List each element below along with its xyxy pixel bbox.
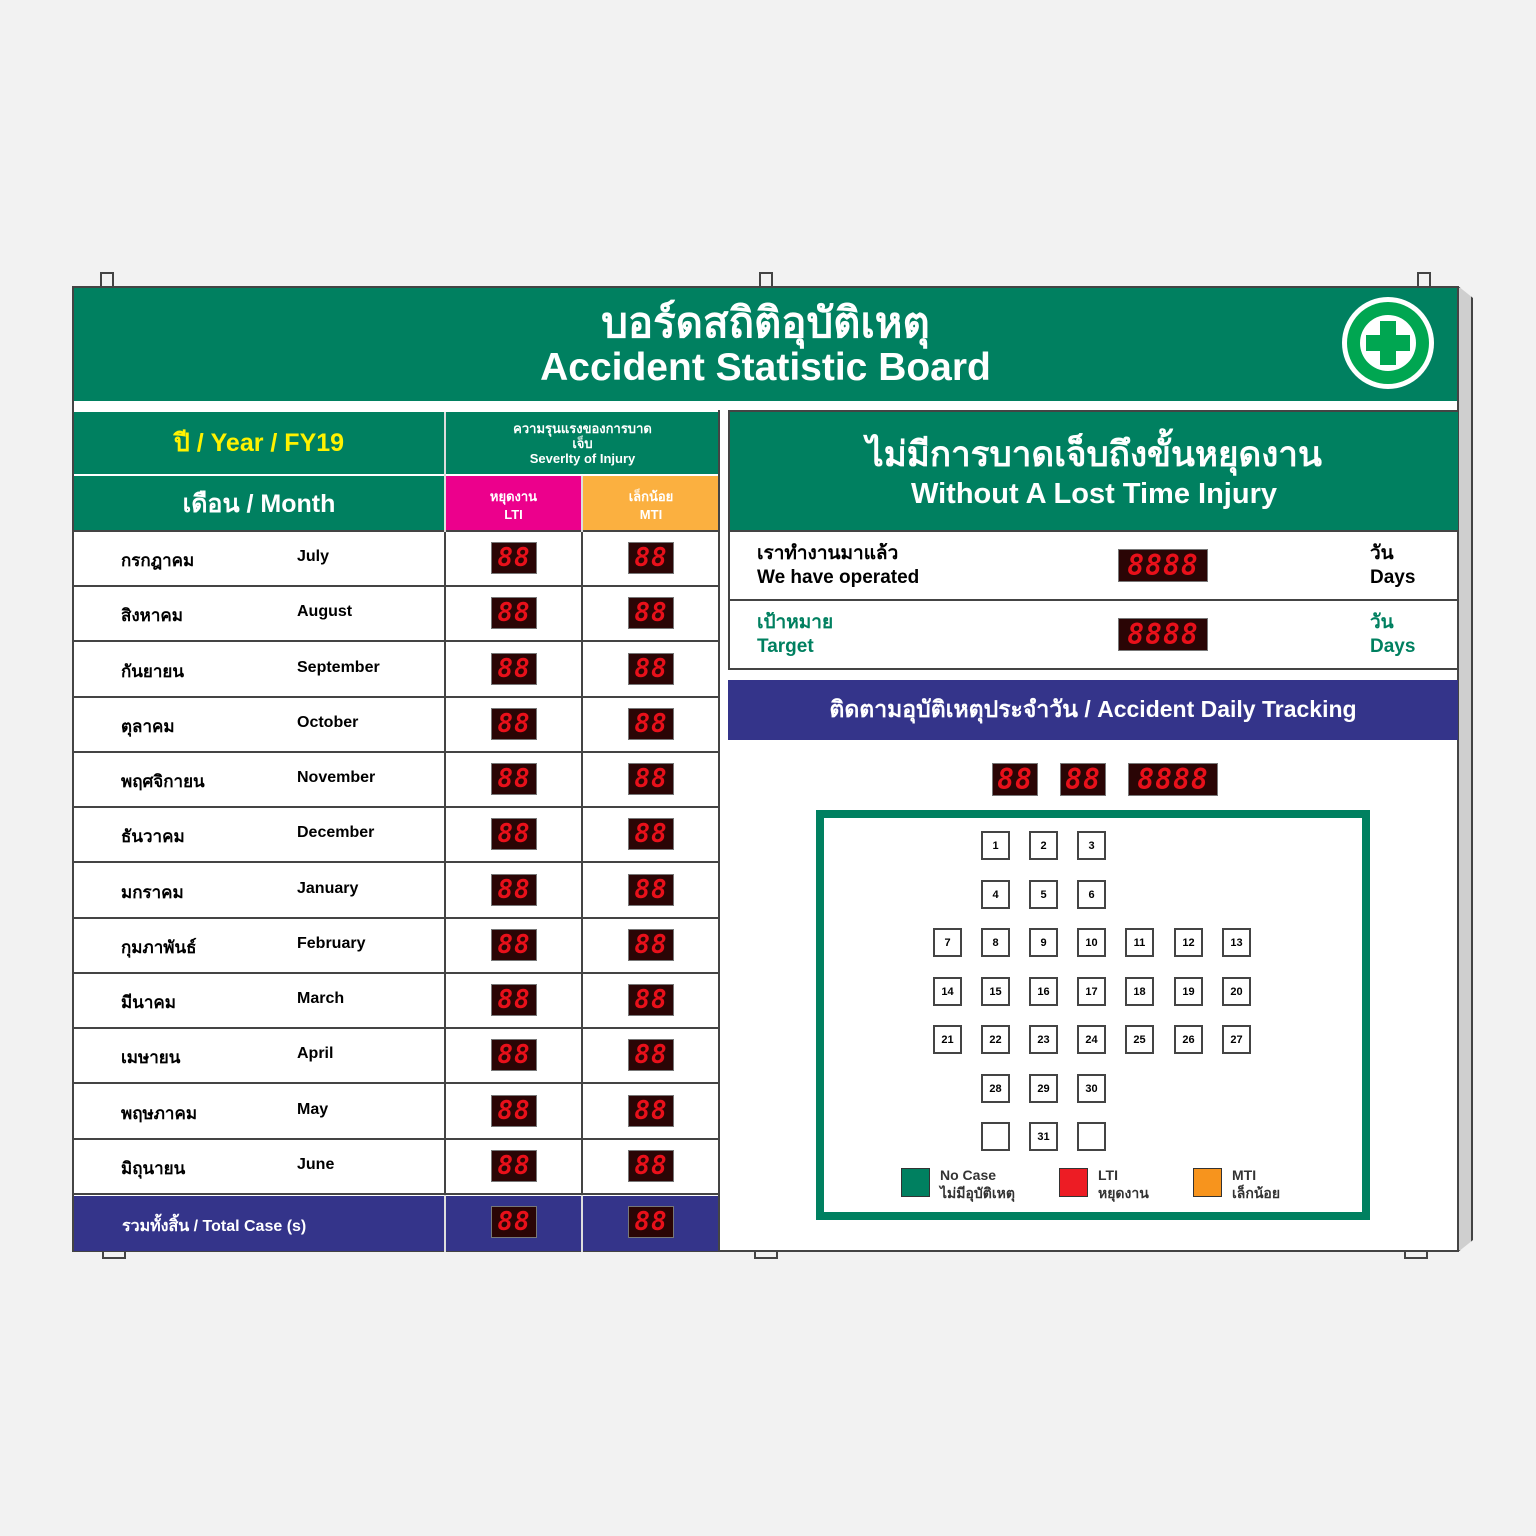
month-en: August (297, 603, 353, 621)
month-row (72, 864, 719, 919)
month-en: October (297, 713, 359, 731)
hanger (759, 272, 773, 286)
board-header (74, 288, 1457, 401)
lti-display: 88 (491, 1039, 537, 1071)
month-en: March (297, 990, 345, 1007)
cross-icon (1360, 315, 1416, 371)
mti-display: 88 (628, 1039, 674, 1071)
lti-display: 88 (491, 763, 537, 795)
lti-th: หยุดงาน (489, 488, 538, 504)
mti-display: 88 (628, 708, 674, 740)
total-mti-display: 88 (628, 1206, 674, 1238)
year-label: ปี / Year / FY19 (173, 429, 345, 457)
calendar-day-cell[interactable]: 13 (1222, 928, 1251, 957)
mti-display: 88 (628, 1095, 674, 1127)
mti-display: 88 (628, 653, 674, 685)
calendar-day-cell[interactable]: 29 (1029, 1074, 1058, 1103)
month-th: มิถุนายน (121, 1158, 186, 1178)
board-side (1458, 286, 1473, 1252)
total-row (74, 1196, 719, 1251)
lti-display: 88 (491, 984, 537, 1016)
month-en: September (297, 658, 380, 676)
month-row (72, 919, 719, 974)
month-row (72, 643, 719, 698)
legend-swatch (901, 1168, 930, 1197)
title-en: Accident Statistic Board (540, 345, 991, 389)
severity-en: Severlty of Injury (529, 450, 636, 466)
month-th: พฤศจิกายน (121, 772, 205, 791)
mti-th: เล็กน้อย (628, 488, 674, 504)
month-en: February (297, 934, 366, 952)
legend-swatch (1059, 1168, 1088, 1197)
lti-display: 88 (491, 874, 537, 906)
calendar-day-cell[interactable]: 22 (981, 1025, 1010, 1054)
foot (1404, 1252, 1428, 1259)
mti-display: 88 (628, 1150, 674, 1182)
month-en: July (297, 548, 330, 565)
calendar-day-cell[interactable]: 31 (1029, 1122, 1058, 1151)
calendar-day-cell[interactable]: 16 (1029, 977, 1058, 1006)
month-th: กรกฎาคม (121, 551, 195, 570)
month-row (72, 1029, 719, 1084)
calendar-day-cell[interactable]: 24 (1077, 1025, 1106, 1054)
calendar-day-cell[interactable]: 3 (1077, 831, 1106, 860)
safety-first-logo (1342, 297, 1434, 389)
lti-display: 88 (491, 1095, 537, 1127)
month-row (72, 698, 719, 753)
date-day-display: 88 (992, 763, 1038, 796)
calendar-day-cell[interactable]: 4 (981, 880, 1010, 909)
lti-display: 88 (491, 597, 537, 629)
calendar-day-cell[interactable]: 26 (1174, 1025, 1203, 1054)
month-th: เมษายน (121, 1048, 181, 1068)
month-label: เดือน / Month (182, 489, 336, 518)
month-row (72, 974, 719, 1029)
calendar-day-cell[interactable]: 8 (981, 928, 1010, 957)
operated-days-display: 8888 (1118, 549, 1208, 582)
calendar-day-cell[interactable]: 28 (981, 1074, 1010, 1103)
calendar-day-cell[interactable]: 18 (1125, 977, 1154, 1006)
total-label: รวมทั้งสิ้น / Total Case (s) (122, 1218, 307, 1235)
month-th: ธันวาคม (121, 827, 185, 847)
month-en: April (297, 1045, 334, 1063)
calendar-day-cell[interactable]: 9 (1029, 928, 1058, 957)
lti-display: 88 (491, 818, 537, 850)
month-th: ตุลาคม (121, 716, 175, 736)
calendar-frame (816, 810, 1370, 1220)
title-th: บอร์ดสถิติอุบัติเหตุ (601, 298, 930, 346)
calendar-day-cell[interactable]: 10 (1077, 928, 1106, 957)
calendar-day-cell[interactable]: 30 (1077, 1074, 1106, 1103)
mti-header (583, 476, 719, 531)
target-days-unit: วัน Days (1370, 612, 1416, 657)
banner-en: Without A Lost Time Injury (911, 477, 1277, 510)
month-th: กันยายน (121, 661, 185, 681)
lti-display: 88 (491, 542, 537, 574)
target-label: เป้าหมาย Target (757, 612, 834, 657)
calendar-day-cell[interactable]: 6 (1077, 880, 1106, 909)
calendar-day-cell[interactable]: 12 (1174, 928, 1203, 957)
mti-display: 88 (628, 542, 674, 574)
mti-display: 88 (628, 818, 674, 850)
month-th: สิงหาคม (121, 606, 184, 626)
month-th: มีนาคม (121, 993, 176, 1012)
tracking-title: ติดตามอุบัติเหตุประจำวัน / Accident Daily Tracking (829, 696, 1357, 722)
operated-label: เราทำงานมาแล้ว We have operated (757, 543, 920, 588)
calendar-day-cell[interactable]: 1 (981, 831, 1010, 860)
calendar-day-cell[interactable]: 23 (1029, 1025, 1058, 1054)
mti-display: 88 (628, 984, 674, 1016)
calendar-day-cell[interactable]: 17 (1077, 977, 1106, 1006)
month-en: November (297, 769, 376, 786)
calendar-day-cell[interactable]: 15 (981, 977, 1010, 1006)
mti-display: 88 (628, 874, 674, 906)
severity-th: ความรุนแรงของการบาดเจ็บ (513, 420, 652, 451)
calendar-day-cell[interactable] (981, 1122, 1010, 1151)
month-row (72, 1085, 719, 1140)
calendar-day-cell[interactable]: 5 (1029, 880, 1058, 909)
lti-free-banner (730, 412, 1458, 530)
target-days-display: 8888 (1118, 618, 1208, 651)
mti-display: 88 (628, 763, 674, 795)
month-th: กุมภาพันธ์ (121, 937, 197, 957)
foot (102, 1252, 126, 1259)
month-row (72, 753, 719, 808)
calendar-day-cell[interactable]: 2 (1029, 831, 1058, 860)
legend-swatch (1193, 1168, 1222, 1197)
calendar-day-cell[interactable]: 25 (1125, 1025, 1154, 1054)
severity-header (446, 412, 719, 474)
operated-days-unit: วัน Days (1370, 543, 1416, 588)
calendar-day-cell[interactable]: 7 (933, 928, 962, 957)
tracking-header (728, 680, 1458, 740)
date-year-display: 8888 (1128, 763, 1218, 796)
lti-header (446, 476, 581, 531)
calendar-day-cell[interactable]: 11 (1125, 928, 1154, 957)
calendar-day-cell[interactable]: 21 (933, 1025, 962, 1054)
month-row (72, 808, 719, 863)
calendar-day-cell[interactable]: 14 (933, 977, 962, 1006)
month-row (72, 1140, 719, 1195)
lti-display: 88 (491, 708, 537, 740)
month-en: December (297, 824, 375, 842)
lti-en: LTI (504, 506, 523, 522)
foot (754, 1252, 778, 1259)
month-en: January (297, 879, 359, 897)
year-header (74, 412, 444, 474)
month-th: มกราคม (121, 882, 184, 902)
banner-th: ไม่มีการบาดเจ็บถึงขั้นหยุดงาน (866, 434, 1322, 474)
calendar-day-cell[interactable] (1077, 1122, 1106, 1151)
month-row (72, 532, 719, 587)
lti-display: 88 (491, 1150, 537, 1182)
legend-label: LTI หยุดงาน (1098, 1167, 1149, 1201)
calendar-day-cell[interactable]: 27 (1222, 1025, 1251, 1054)
hanger (1417, 272, 1431, 286)
month-header (74, 476, 444, 531)
total-lti-display: 88 (491, 1206, 537, 1238)
legend-label: No Case ไม่มีอุบัติเหตุ (940, 1167, 1015, 1201)
month-en: June (297, 1155, 335, 1173)
calendar-day-cell[interactable]: 19 (1174, 977, 1203, 1006)
mti-en: MTI (639, 506, 663, 522)
calendar-day-cell[interactable]: 20 (1222, 977, 1251, 1006)
hanger (100, 272, 114, 286)
mti-display: 88 (628, 597, 674, 629)
legend-label: MTI เล็กน้อย (1232, 1167, 1281, 1201)
mti-display: 88 (628, 929, 674, 961)
lti-display: 88 (491, 929, 537, 961)
month-th: พฤษภาคม (121, 1103, 198, 1123)
month-en: May (297, 1100, 329, 1118)
lti-display: 88 (491, 653, 537, 685)
date-month-display: 88 (1060, 763, 1106, 796)
month-row (72, 587, 719, 642)
